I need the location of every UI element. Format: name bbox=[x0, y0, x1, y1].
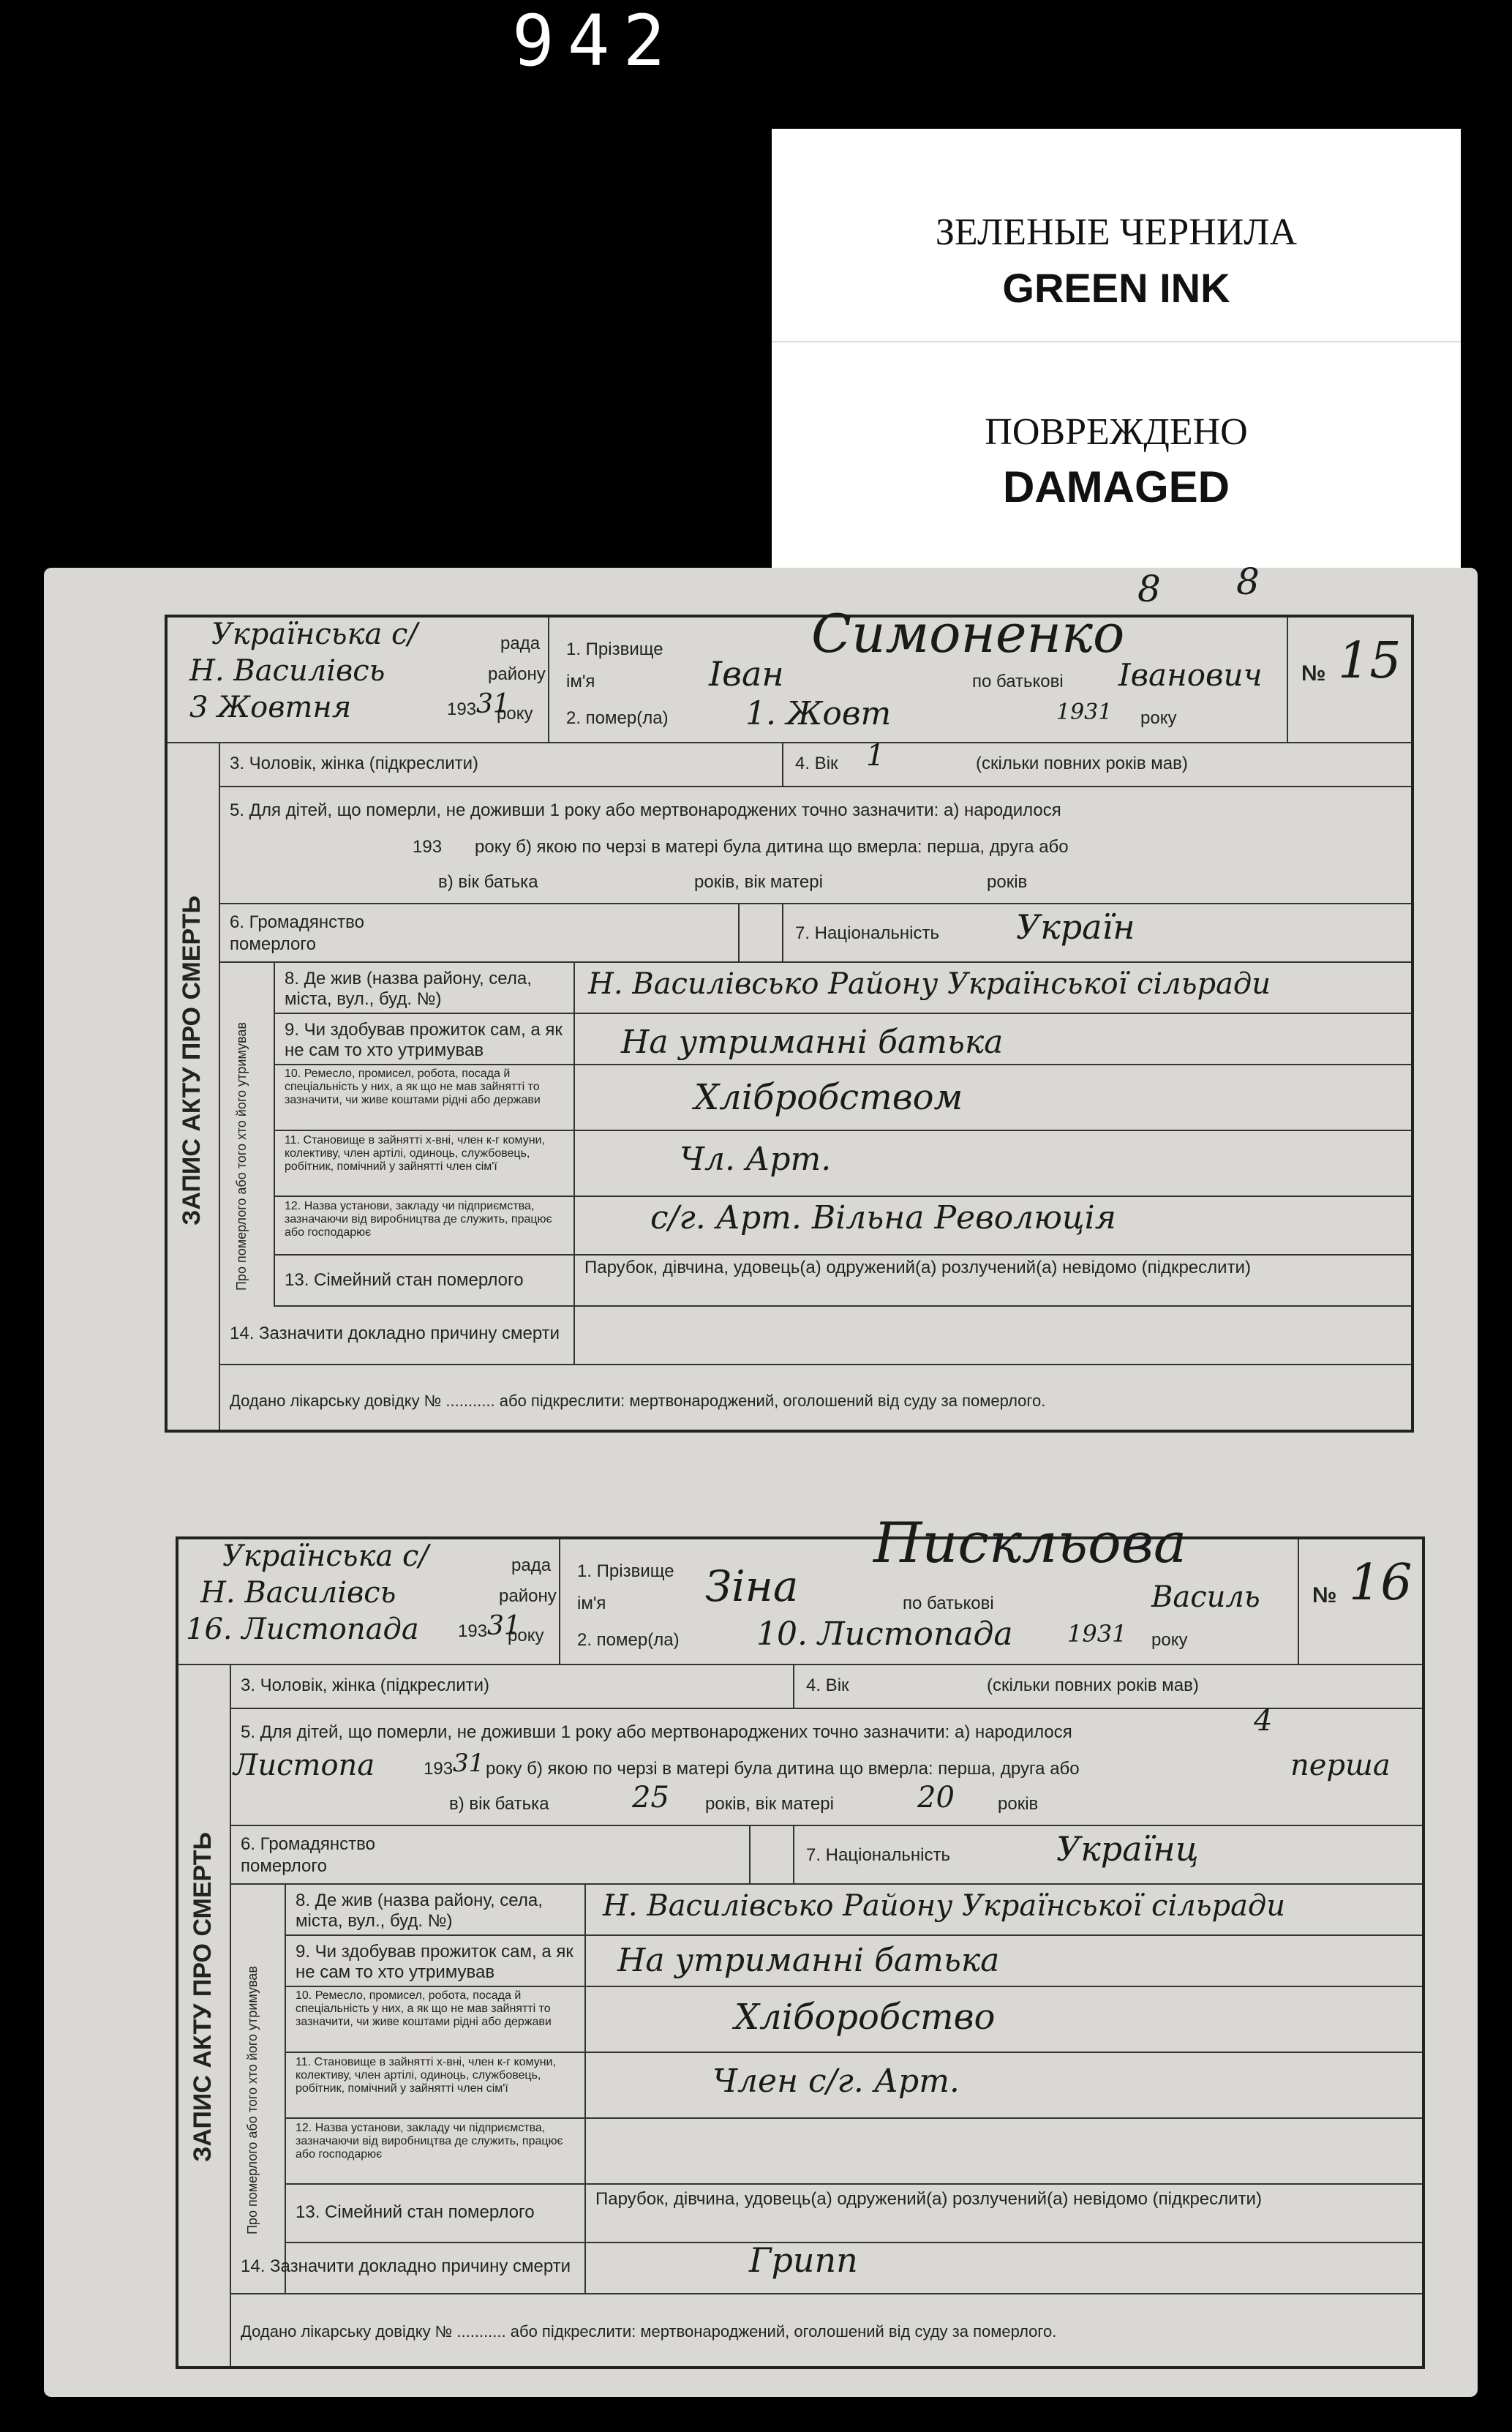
field-citizenship: 6. Громадянство померлого bbox=[241, 1834, 375, 1876]
patronymic-label: по батькові bbox=[972, 672, 1064, 691]
date-value: 16. Листопада bbox=[186, 1613, 419, 1646]
year-value: 31 bbox=[487, 1611, 521, 1641]
field-marital: 13. Сімейний стан померлого bbox=[296, 2202, 535, 2222]
rada-label: рада bbox=[511, 1555, 552, 1575]
surname-label: 1. Прізвище bbox=[577, 1561, 674, 1581]
field-sex: 3. Чоловік, жінка (підкреслити) bbox=[241, 1675, 490, 1695]
died-label: 2. помер(ла) bbox=[566, 708, 669, 728]
field-support: 9. Чи здобував прожиток сам, а як не сам то хто утримував bbox=[285, 1020, 563, 1060]
status-value: Член с/г. Арт. bbox=[712, 2063, 960, 2100]
died-year-value: 1931 bbox=[1056, 699, 1113, 725]
side-subtitle: Про померлого або того хто його утримував bbox=[245, 1966, 260, 2234]
field-infant-3: в) вік батька bbox=[438, 872, 538, 892]
year-value: 31 bbox=[476, 689, 510, 719]
side-subtitle: Про померлого або того хто його утримував bbox=[234, 1022, 249, 1291]
field-residence: 8. Де жив (назва району, села, міста, вул., буд. №) bbox=[285, 969, 532, 1009]
field-cause: 14. Зазначити докладно причину смерти bbox=[230, 1324, 560, 1343]
field-nationality: 7. Національність bbox=[795, 923, 939, 943]
name-label: ім'я bbox=[577, 1594, 606, 1613]
surname-value: Симоненко bbox=[811, 603, 1125, 664]
record-number-value: 16 bbox=[1349, 1554, 1413, 1612]
field-age: 4. Вік bbox=[806, 1675, 849, 1695]
label-damaged-ru: ПОВРЕЖДЕНО bbox=[985, 411, 1248, 453]
field-age: 4. Вік bbox=[795, 754, 838, 773]
nationality-value: Україн bbox=[1016, 907, 1135, 947]
record-number-value: 15 bbox=[1338, 632, 1402, 690]
number-label: № bbox=[1301, 661, 1326, 686]
order-value: перша bbox=[1290, 1749, 1391, 1782]
surname-label: 1. Прізвище bbox=[566, 639, 663, 659]
date-value: 3 Жовтня bbox=[189, 691, 352, 724]
rayon-label: району bbox=[488, 664, 546, 684]
field-infant-3: в) вік батька bbox=[449, 1794, 549, 1814]
field-infant-2: року б) якою по черзі в матері була дитина що вмерла: перша, друга або bbox=[475, 837, 1069, 857]
born-day-value: 4 bbox=[1254, 1704, 1273, 1738]
field-age-note: (скільки повних років мав) bbox=[976, 754, 1188, 773]
field-status: 11. Становище в зайнятті х-вні, член к-г комуни, колективу, член артілі, одиноць, службовець, робітник, помічний у зайнятті член сім'ї bbox=[285, 1134, 545, 1173]
mother-age-value: 20 bbox=[917, 1781, 955, 1814]
died-value: 10. Листопада bbox=[756, 1615, 1013, 1653]
corner-mark-2: 8 bbox=[1236, 560, 1260, 603]
label-green-ink-ru: ЗЕЛЕНЫЕ ЧЕРНИЛА bbox=[935, 211, 1298, 253]
field-nationality: 7. Національність bbox=[806, 1845, 950, 1865]
died-year-value: 1931 bbox=[1067, 1620, 1127, 1648]
rayon-label: району bbox=[499, 1586, 557, 1606]
corner-mark-1: 8 bbox=[1137, 568, 1161, 610]
status-value: Чл. Арт. bbox=[680, 1141, 832, 1178]
name-label: ім'я bbox=[566, 672, 595, 691]
form-footer: Додано лікарську довідку № ........... або підкреслити: мертвонароджений, оголошений від суду за померлого. bbox=[241, 2322, 1057, 2341]
field-infant-1: 5. Для дітей, що померли, не доживши 1 року або мертвонароджених точно зазначити: а) народилося bbox=[241, 1722, 1072, 1742]
archive-label-card bbox=[772, 129, 1461, 568]
name-value: Зіна bbox=[705, 1561, 799, 1611]
residence-value: Н. Василівсько Району Української сільради bbox=[603, 1889, 1286, 1923]
page-number: 942 bbox=[512, 0, 679, 82]
support-value: На утриманні батька bbox=[617, 1942, 1000, 1979]
name-value: Іван bbox=[709, 654, 784, 694]
side-title: ЗАПИС АКТУ ПРО СМЕРТЬ bbox=[178, 896, 206, 1226]
died-roku-label: року bbox=[1151, 1630, 1188, 1650]
rayon-value: Н. Василівсь bbox=[189, 654, 385, 688]
father-age-value: 25 bbox=[632, 1781, 669, 1814]
field-marital-options: Парубок, дівчина, удовець(а) одружений(а) розлучений(а) невідомо (підкреслити) bbox=[584, 1258, 1251, 1277]
field-infant-2: року б) якою по черзі в матері була дитина що вмерла: перша, друга або bbox=[486, 1759, 1080, 1779]
field-status: 11. Становище в зайнятті х-вні, член к-г комуни, колективу, член артілі, одиноць, службовець, робітник, помічний у зайнятті член сім'ї bbox=[296, 2056, 556, 2095]
year-prefix: 193 bbox=[458, 1621, 488, 1641]
field-infant-1: 5. Для дітей, що померли, не доживши 1 року або мертвонароджених точно зазначити: а) народилося bbox=[230, 800, 1061, 820]
field-marital: 13. Сімейний стан померлого bbox=[285, 1270, 524, 1290]
patronymic-label: по батькові bbox=[903, 1594, 994, 1613]
rayon-value: Н. Василівсь bbox=[200, 1576, 396, 1610]
support-value: На утриманні батька bbox=[621, 1024, 1004, 1061]
field-residence: 8. Де жив (назва району, села, міста, вул., буд. №) bbox=[296, 1891, 543, 1931]
field-age-note: (скільки повних років мав) bbox=[987, 1675, 1199, 1695]
cause-value: Грипп bbox=[749, 2240, 858, 2280]
field-infant-year: 193 bbox=[413, 837, 443, 857]
field-cause: 14. Зазначити докладно причину смерти bbox=[241, 2256, 571, 2276]
field-occupation: 10. Ремесло, промисел, робота, посада й спеціальність у них, а як що не мав зайнятті то зазначити, чи живе коштами рідні або держави bbox=[285, 1067, 541, 1106]
field-citizenship: 6. Громадянство померлого bbox=[230, 912, 364, 954]
field-infant-3c: років bbox=[998, 1794, 1039, 1814]
patronymic-value: Іванович bbox=[1118, 657, 1263, 693]
roku-label: року bbox=[497, 704, 533, 724]
field-institution: 12. Назва установи, закладу чи підприємства, зазначаючи від виробництва де служить, працює або господарює bbox=[296, 2122, 563, 2161]
occupation-value: Хлібробством bbox=[694, 1077, 963, 1118]
patronymic-value: Василь bbox=[1151, 1580, 1260, 1614]
label-damaged-en: DAMAGED bbox=[1003, 462, 1230, 511]
field-infant-3c: років bbox=[987, 872, 1028, 892]
field-infant-3b: років, вік матері bbox=[694, 872, 823, 892]
died-value: 1. Жовт bbox=[745, 695, 892, 732]
form-footer: Додано лікарську довідку № ........... або підкреслити: мертвонароджений, оголошений від суду за померлого. bbox=[230, 1392, 1046, 1410]
born-month-value: Листопа bbox=[233, 1749, 375, 1782]
occupation-value: Хліборобство bbox=[734, 1997, 996, 2038]
field-marital-options: Парубок, дівчина, удовець(а) одружений(а) розлучений(а) невідомо (підкреслити) bbox=[595, 2189, 1262, 2209]
residence-value: Н. Василівсько Району Української сільради bbox=[588, 967, 1271, 1001]
field-occupation: 10. Ремесло, промисел, робота, посада й спеціальність у них, а як що не мав зайнятті то зазначити, чи живе коштами рідні або держави bbox=[296, 1989, 552, 2028]
label-separator bbox=[772, 341, 1461, 342]
number-label: № bbox=[1312, 1583, 1337, 1607]
death-record-16 bbox=[176, 1510, 1425, 2369]
roku-label: року bbox=[508, 1626, 544, 1645]
side-title: ЗАПИС АКТУ ПРО СМЕРТЬ bbox=[189, 1832, 217, 2162]
field-infant-year: 193 bbox=[424, 1759, 454, 1779]
year-prefix: 193 bbox=[447, 699, 477, 719]
field-support: 9. Чи здобував прожиток сам, а як не сам то хто утримував bbox=[296, 1942, 573, 1982]
nationality-value: Українц bbox=[1056, 1829, 1199, 1869]
field-institution: 12. Назва установи, закладу чи підприємства, зазначаючи від виробництва де служить, працює або господарює bbox=[285, 1200, 552, 1239]
rada-label: рада bbox=[500, 634, 541, 653]
age-value: 1 bbox=[866, 739, 885, 773]
born-year-value: 31 bbox=[453, 1749, 485, 1778]
death-record-15 bbox=[165, 603, 1414, 1433]
died-label: 2. помер(ла) bbox=[577, 1630, 680, 1650]
label-green-ink-en: GREEN INK bbox=[1002, 265, 1230, 311]
surname-value: Пискльова bbox=[873, 1510, 1187, 1575]
field-sex: 3. Чоловік, жінка (підкреслити) bbox=[230, 754, 479, 773]
institution-value: с/г. Арт. Вільна Революція bbox=[650, 1199, 1116, 1236]
document-paper bbox=[44, 560, 1478, 2397]
died-roku-label: року bbox=[1140, 708, 1177, 728]
field-infant-3b: років, вік матері bbox=[705, 1794, 834, 1814]
rada-value: Українська с/ bbox=[211, 618, 418, 651]
rada-value: Українська с/ bbox=[222, 1539, 429, 1573]
